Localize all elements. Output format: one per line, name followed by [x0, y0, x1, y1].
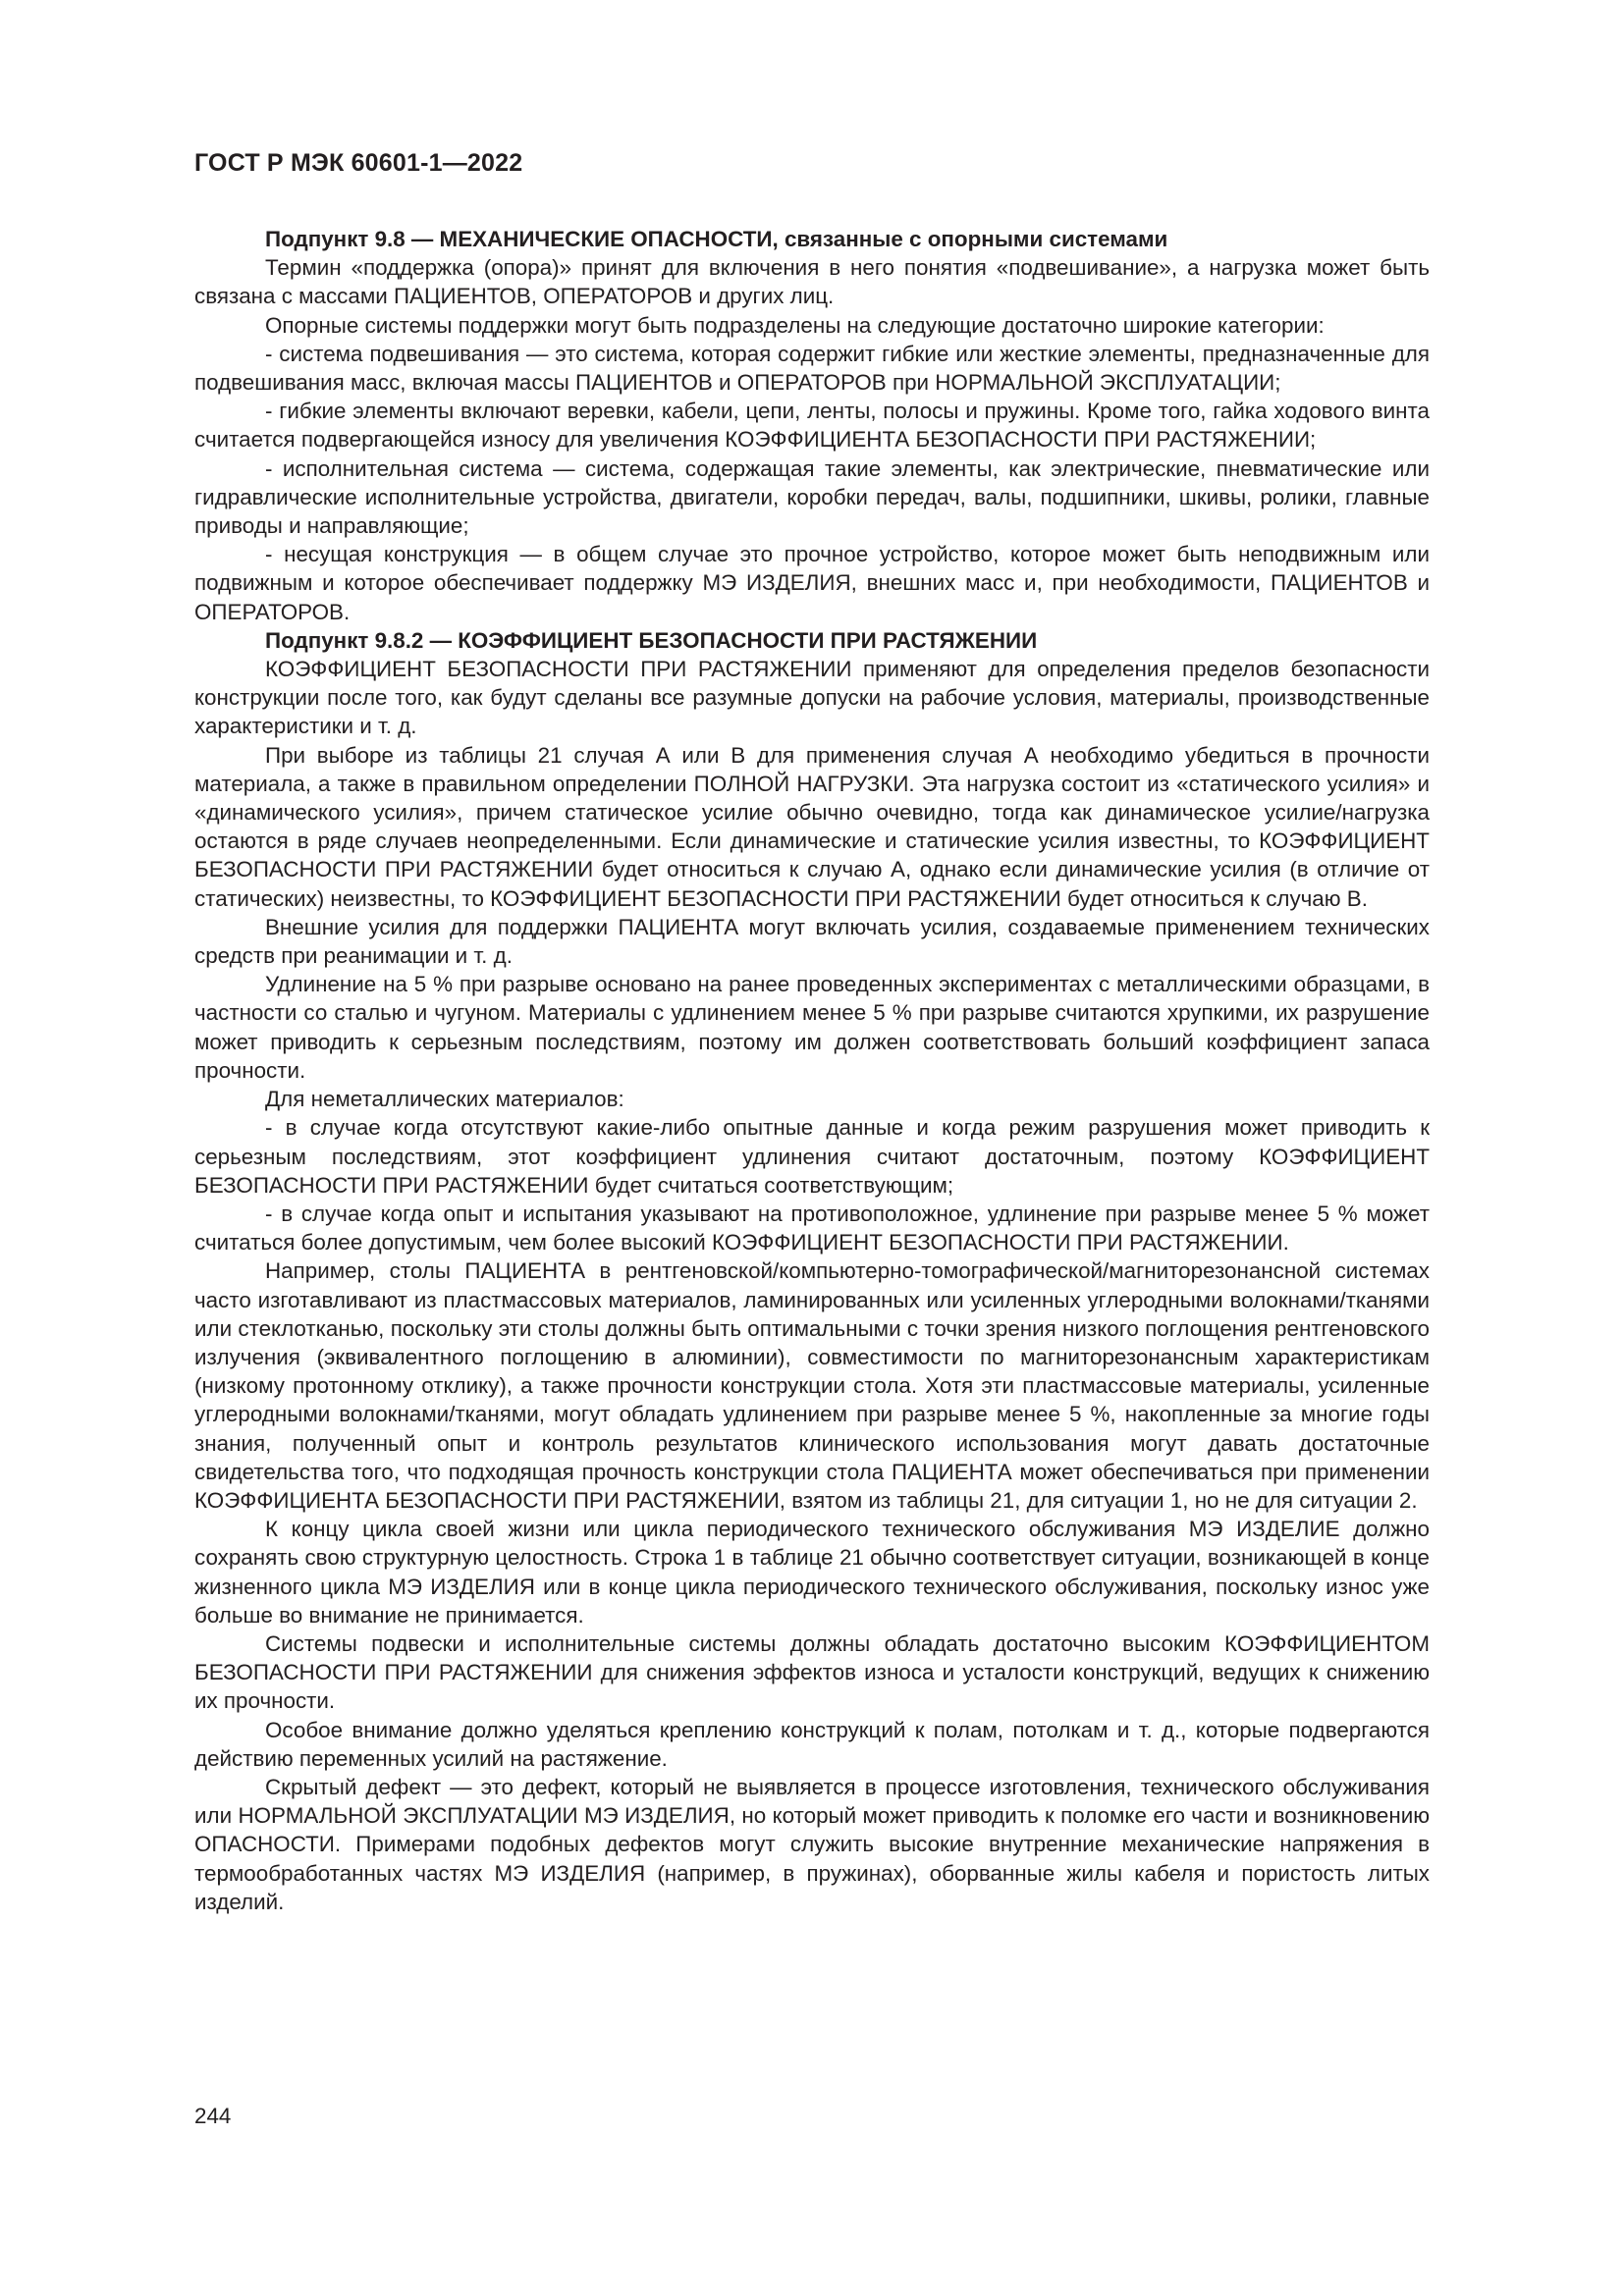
body-paragraph: К концу цикла своей жизни или цикла периодического технического обслуживания МЭ ИЗДЕЛИЕ должно сохранять свою структурную целостность. Строка 1 в таблице 21 обычно соответствует ситуации, возникающей в конце жизненного цикла МЭ ИЗДЕЛИЯ или в конце цикла периодического технического обслуживания, поскольку износ уже больше во внимание не принимается. [194, 1517, 1430, 1628]
body-paragraph: Удлинение на 5 % при разрыве основано на ранее проведенных экспериментах с металлическими образцами, в частности со сталью и чугуном. Материалы с удлинением менее 5 % при разрыве считаются хрупкими, их разрушение может приводить к серьезным последствиям, поэтому им должен соответствовать больший коэффициент запаса прочности. [194, 972, 1430, 1083]
document-header: ГОСТ Р МЭК 60601-1—2022 [194, 149, 523, 177]
body-paragraph: Опорные системы поддержки могут быть подразделены на следующие достаточно широкие категории: [265, 312, 1325, 338]
body-paragraph: Особое внимание должно уделяться креплению конструкций к полам, потолкам и т. д., которые подвергаются действию переменных усилий на растяжение. [194, 1717, 1430, 1771]
document-body [194, 225, 1430, 1916]
body-paragraph: - в случае когда отсутствуют какие-либо опытные данные и когда режим разрушения может приводить к серьезным последствиям, этот коэффициент удлинения считают достаточным, поэтому КОЭФФИЦИЕНТ БЕЗОПАСНОСТИ ПРИ РАСТЯЖЕНИИ будет считаться соответствующим; [194, 1115, 1430, 1198]
body-paragraph: - исполнительная система — система, содержащая такие элементы, как электрические, пневматические или гидравлические исполнительные устройства, двигатели, коробки передач, валы, подшипники, шкивы, ролики, главные приводы и направляющие; [194, 455, 1430, 539]
body-paragraph: - несущая конструкция — в общем случае это прочное устройство, которое может быть неподвижным или подвижным и которое обеспечивает поддержку МЭ ИЗДЕЛИЯ, внешних масс и, при необходимости, ПАЦИЕНТОВ и ОПЕРАТОРОВ. [194, 542, 1430, 624]
body-paragraph: - гибкие элементы включают веревки, кабели, цепи, ленты, полосы и пружины. Кроме того, гайка ходового винта считается подвергающейся износу для увеличения КОЭФФИЦИЕНТА БЕЗОПАСНОСТИ ПРИ РАСТЯЖЕНИИ; [194, 399, 1430, 453]
section-heading: Подпункт 9.8 — МЕХАНИЧЕСКИЕ ОПАСНОСТИ, связанные с опорными системами [265, 227, 1168, 251]
page-number: 244 [194, 2104, 232, 2128]
body-paragraph: При выборе из таблицы 21 случая А или В для применения случая А необходимо убедиться в прочности материала, а также в правильном определении ПОЛНОЙ НАГРУЗКИ. Эта нагрузка состоит из «статического усилия» и «динамического усилия», причем статическое усилие обычно очевидно, тогда как динамическое усилие/нагрузка остаются в ряде случаев неопределенными. Если динамические и статические усилия известны, то КОЭФФИЦИЕНТ БЕЗОПАСНОСТИ ПРИ РАСТЯЖЕНИИ будет относиться к случаю А, однако если динамические усилия (в отличие от статических) неизвестны, то КОЭФФИЦИЕНТ БЕЗОПАСНОСТИ ПРИ РАСТЯЖЕНИИ будет относиться к случаю В. [194, 742, 1430, 911]
body-paragraph: - система подвешивания — это система, которая содержит гибкие или жесткие элементы, предназначенные для подвешивания масс, включая массы ПАЦИЕНТОВ и ОПЕРАТОРОВ при НОРМАЛЬНОЙ ЭКСПЛУАТАЦИИ; [194, 341, 1430, 396]
body-paragraph: - в случае когда опыт и испытания указывают на противоположное, удлинение при разрыве менее 5 % может считаться более допустимым, чем более высокий КОЭФФИЦИЕНТ БЕЗОПАСНОСТИ ПРИ РАСТЯЖЕНИИ. [194, 1201, 1430, 1255]
body-paragraph: Системы подвески и исполнительные системы должны обладать достаточно высоким КОЭФФИЦИЕНТОМ БЕЗОПАСНОСТИ ПРИ РАСТЯЖЕНИИ для снижения эффектов износа и усталости конструкций, ведущих к снижению их прочности. [194, 1630, 1430, 1714]
body-paragraph: Термин «поддержка (опора)» принят для включения в него понятия «подвешивание», а нагрузка может быть связана с массами ПАЦИЕНТОВ, ОПЕРАТОРОВ и других лиц. [194, 255, 1430, 309]
body-paragraph: Внешние усилия для поддержки ПАЦИЕНТА могут включать усилия, создаваемые применением технических средств при реанимации и т. д. [194, 914, 1430, 969]
body-paragraph: Скрытый дефект — это дефект, который не выявляется в процессе изготовления, технического обслуживания или НОРМАЛЬНОЙ ЭКСПЛУАТАЦИИ МЭ ИЗДЕЛИЯ, но который может приводить к поломке его части и возникновению ОПАСНОСТИ. Примерами подобных дефектов могут служить высокие внутренние механические напряжения в термообработанных частях МЭ ИЗДЕЛИЯ (например, в пружинах), оборванные жилы кабеля и пористость литых изделий. [194, 1774, 1430, 1914]
section-heading: Подпункт 9.8.2 — КОЭФФИЦИЕНТ БЕЗОПАСНОСТИ ПРИ РАСТЯЖЕНИИ [265, 627, 1038, 653]
body-paragraph: Например, столы ПАЦИЕНТА в рентгеновской/компьютерно-томографической/магниторезонансной системах часто изготавливают из пластмассовых материалов, ламинированных или усиленных углеродными волокнами/тканями или стеклотканью, поскольку эти столы должны быть оптимальными с точки зрения низкого поглощения рентгеновского излучения (эквивалентного поглощению в алюминии), совместимости по магниторезонансным характеристикам (низкому протонному отклику), а также прочности конструкции стола. Хотя эти пластмассовые материалы, усиленные углеродными волокнами/тканями, могут обладать удлинением при разрыве менее 5 %, накопленные за многие годы знания, полученный опыт и контроль результатов клинического использования могут давать достаточные свидетельства того, что подходящая прочность конструкции стола ПАЦИЕНТА может обеспечиваться при применении КОЭФФИЦИЕНТА БЕЗОПАСНОСТИ ПРИ РАСТЯЖЕНИИ, взятом из таблицы 21, для ситуации 1, но не для ситуации 2. [194, 1258, 1430, 1513]
body-paragraph: Для неметаллических материалов: [265, 1087, 624, 1112]
body-paragraph: КОЭФФИЦИЕНТ БЕЗОПАСНОСТИ ПРИ РАСТЯЖЕНИИ применяют для определения пределов безопасности конструкции после того, как будут сделаны все разумные допуски на рабочие условия, материалы, производственные характеристики и т. д. [194, 657, 1430, 739]
